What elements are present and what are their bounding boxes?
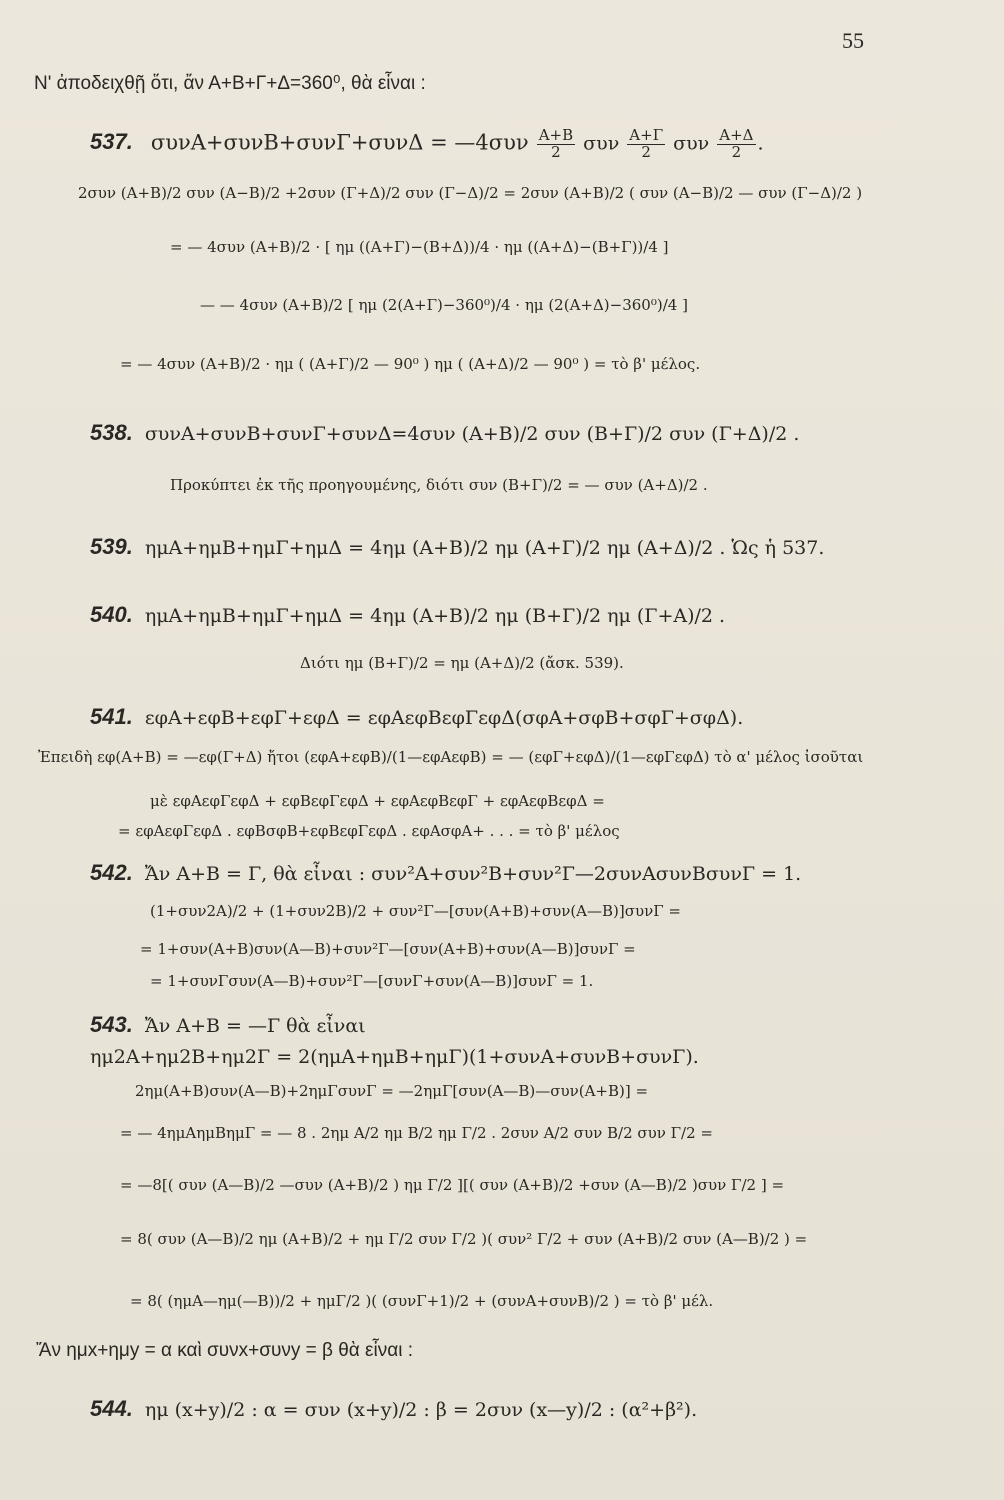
problem-540: 540. ημΑ+ημΒ+ημΓ+ημΔ = 4ημ (Α+Β)/2 ημ (Β+Γ)/2 ημ (Γ+Α)/2 . [90,602,726,627]
problem-544: 544. ημ (x+y)/2 : α = συν (x+y)/2 : β = 2συν (x—y)/2 : (α²+β²). [90,1396,698,1421]
problem-539: 539. ημΑ+ημΒ+ημΓ+ημΔ = 4ημ (Α+Β)/2 ημ (Α+Γ)/2 ημ (Α+Δ)/2 . Ὡς ἡ 537. [90,534,825,559]
p538-note: Προκύπτει ἐκ τῆς προηγουμένης, διότι συν (Β+Γ)/2 = — συν (Α+Δ)/2 . [170,476,708,494]
p537-line4: — — 4συν (Α+Β)/2 [ ημ (2(Α+Γ)−360⁰)/4 · ημ (2(Α+Δ)−360⁰)/4 ] [200,296,688,314]
p537-line5: = — 4συν (Α+Β)/2 · ημ ( (Α+Γ)/2 — 90⁰ ) ημ ( (Α+Δ)/2 — 90⁰ ) = τὸ β' μέλος. [120,355,701,373]
equation-lhs: συνΑ+συνΒ+συνΓ+συνΔ = —4συν [150,130,529,155]
p543-line3: 2ημ(Α+Β)συν(Α—Β)+2ημΓσυνΓ = —2ημΓ[συν(Α—Β)—συν(Α+Β)] = [135,1082,649,1100]
problem-541: 541. εφΑ+εφΒ+εφΓ+εφΔ = εφΑεφΒεφΓεφΔ(σφΑ+σφΒ+σφΓ+σφΔ). [90,704,744,729]
p537-line3: = — 4συν (Α+Β)/2 · [ ημ ((Α+Γ)−(Β+Δ))/4 · ημ ((Α+Δ)−(Β+Γ))/4 ] [170,238,669,256]
p543-line7: = 8( (ημΑ—ημ(—Β))/2 + ημΓ/2 )( (συνΓ+1)/2 + (συνΑ+συνΒ)/2 ) = τὸ β' μέλ. [130,1292,714,1310]
p541-line3: μὲ εφΑεφΓεφΔ + εφΒεφΓεφΔ + εφΑεφΒεφΓ + εφΑεφΒεφΔ = [150,792,605,810]
problem-542: 542. Ἄν Α+Β = Γ, θὰ εἶναι : συν²Α+συν²Β+συν²Γ—2συνΑσυνΒσυνΓ = 1. [90,860,802,885]
p541-line4: = εφΑεφΓεφΔ . εφΒσφΒ+εφΒεφΓεφΔ . εφΑσφΑ+ . . . = τὸ β' μέλος [118,822,620,840]
problem-543: 543. Ἄν Α+Β = —Γ θὰ εἶναι [90,1012,366,1037]
p537-line2: 2συν (Α+Β)/2 συν (Α−Β)/2 +2συν (Γ+Δ)/2 συν (Γ−Δ)/2 = 2συν (Α+Β)/2 ( συν (Α−Β)/2 — συν (Γ−Δ)/2 ) [78,184,863,202]
p542-line2: (1+συν2Α)/2 + (1+συν2Β)/2 + συν²Γ—[συν(Α+Β)+συν(Α—Β)]συνΓ = [150,902,681,920]
page-number: 55 [842,28,864,53]
problem-538: 538. συνΑ+συνΒ+συνΓ+συνΔ=4συν (Α+Β)/2 συν (Β+Γ)/2 συν (Γ+Δ)/2 . [90,420,800,445]
p543-line2: ημ2Α+ημ2Β+ημ2Γ = 2(ημΑ+ημΒ+ημΓ)(1+συνΑ+συνΒ+συνΓ). [90,1046,699,1068]
problem-537: 537. συνΑ+συνΒ+συνΓ+συνΔ = —4συν $\frac{A+B}{2}$ συν $\frac{A+\Gamma}{2}$ συν $\frac{A+\Delta}{2}$ . [90,126,764,161]
p543-line6: = 8( συν (Α—Β)/2 ημ (Α+Β)/2 + ημ Γ/2 συν Γ/2 )( συν² Γ/2 + συν (Α+Β)/2 συν (Α—Β)/2 ) = [120,1230,808,1248]
p542-line4: = 1+συνΓσυν(Α—Β)+συν²Γ—[συνΓ+συν(Α—Β)]συνΓ = 1. [150,972,594,990]
p543-line5: = —8[( συν (Α—Β)/2 —συν (Α+Β)/2 ) ημ Γ/2 ][( συν (Α+Β)/2 +συν (Α—Β)/2 )συν Γ/2 ] = [120,1176,785,1194]
statement-544: Ἄν ημx+ημy = α καὶ συνx+συνy = β θὰ εἶναι : [36,1340,414,1361]
p543-line4: = — 4ημΑημΒημΓ = — 8 . 2ημ Α/2 ημ Β/2 ημ Γ/2 . 2συν Α/2 συν Β/2 συν Γ/2 = [120,1124,713,1142]
intro-statement: Ν' ἀποδειχθῇ ὅτι, ἄν Α+Β+Γ+Δ=360⁰, θὰ εἶναι : [34,73,426,94]
p541-line2: Ἐπειδὴ εφ(Α+Β) = —εφ(Γ+Δ) ἤτοι (εφΑ+εφΒ)/(1—εφΑεφΒ) = — (εφΓ+εφΔ)/(1—εφΓεφΔ) τὸ α' μέλος ἰσοῦται [38,748,864,766]
p542-line3: = 1+συν(Α+Β)συν(Α—Β)+συν²Γ—[συν(Α+Β)+συν(Α—Β)]συνΓ = [140,940,636,958]
problem-number: 537. [90,129,133,155]
p540-note: Διότι ημ (Β+Γ)/2 = ημ (Α+Δ)/2 (ἄσκ. 539). [300,654,624,672]
